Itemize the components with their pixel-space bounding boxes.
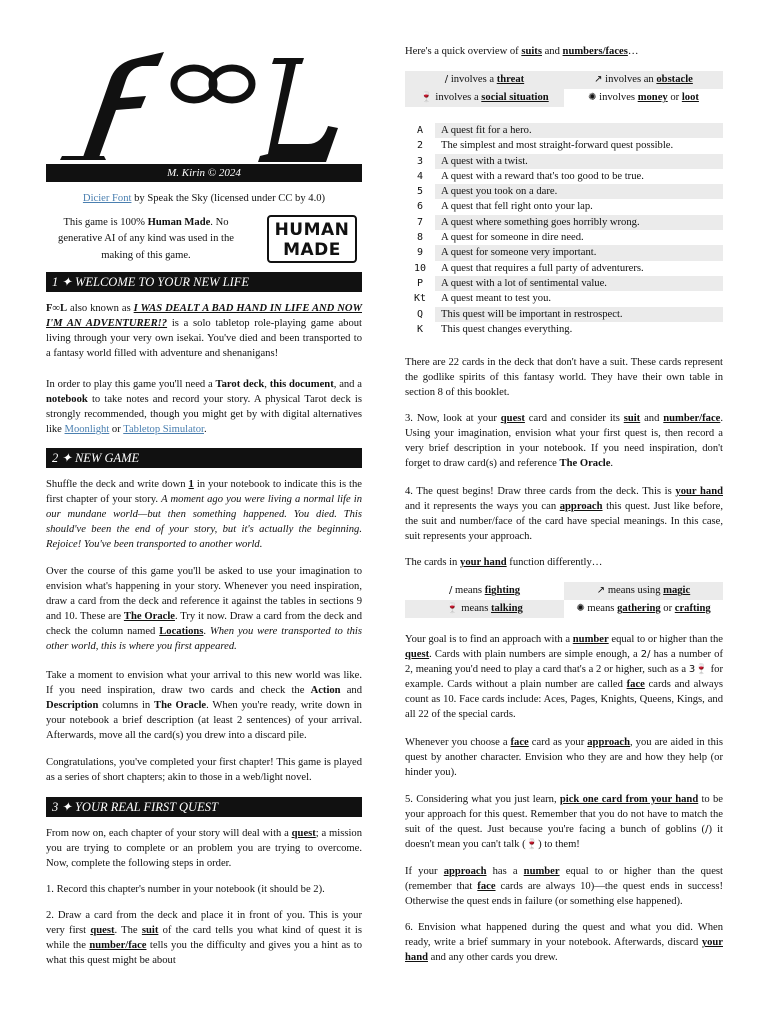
number-row — [405, 154, 723, 169]
fool-logo — [46, 40, 362, 164]
number-row — [405, 291, 723, 306]
number-key: 8 — [416, 232, 424, 244]
number-meaning: A quest you took on a dare. — [435, 184, 723, 199]
author-byline: M. Kirin © 2024 — [46, 164, 362, 182]
number-row — [405, 169, 723, 184]
hand-intro: The cards in your hand function differently… — [405, 557, 603, 568]
quest-step-3: 3. Now, look at your quest card and consider its suit and number/face. Using your imagination, envision what your first quest is, then record a very brief description in your notebook. If you need inspiration, don't forget to draw card(s) and reference The Oracle. — [405, 413, 723, 470]
number-key: 2 — [416, 140, 424, 152]
section-heading-first-quest: 3 ✦ YOUR REAL FIRST QUEST — [46, 797, 362, 817]
number-key: Kt — [413, 293, 427, 305]
number-meaning: A quest where something goes horribly wrong. — [435, 215, 723, 230]
number-meaning: A quest with a reward that's too good to be true. — [441, 170, 644, 182]
hand-suits-table — [405, 582, 723, 618]
section-heading-new-game: 2 ✦ NEW GAME — [46, 448, 362, 468]
number-meaning: A quest with a lot of sentimental value. — [435, 276, 723, 291]
quest-step-4: 4. The quest begins! Draw three cards from the deck. This is your hand and it represents the ways you can approach this quest. Just like before, the suit and number/face of the card have special meanings. In this case, suit represents your approach. — [405, 486, 723, 543]
quest-numbers-table — [405, 123, 723, 337]
quest-step-6: 6. Envision what happened during the quest and what you did. When ready, write a brief summary in your notebook. Afterwards, discard your hand and any other cards you drew. — [405, 922, 723, 964]
new-game-paragraph-4: Congratulations, you've completed your first chapter! This game is played as a series of short chapters; akin to those in a web/light novel. — [46, 757, 362, 784]
overview-intro: Here's a quick overview of suits and numbers/faces… — [405, 46, 639, 57]
new-game-paragraph-1: Shuffle the deck and write down 1 in your notebook to indicate this is the first chapter of your story. A moment ago you were living a normal life in our mundane world—but then something happened. You died. This should've been the end of your story, but it's actually the beginning. Rejoice! You've been transported to another world. — [46, 479, 363, 551]
number-key: A — [416, 125, 424, 136]
human-made-statement: This game is 100% Human Made. No generative AI of any kind was used in the making of this game. — [58, 217, 234, 261]
quest-suits-table — [405, 71, 723, 107]
number-key: 6 — [416, 201, 424, 213]
welcome-paragraph-1: F∞L also known as I WAS DEALT A BAD HAND IN LIFE AND NOW I'M AN ADVENTURER!? is a solo tabletop role-playing game about living through your very own isekai. You've died and been transported to a fantasy world filled with adventure and shenanigans! — [46, 303, 362, 360]
human-made-badge: HUMAN MADE — [267, 215, 357, 263]
staff-suit-icon: ↗ — [594, 74, 603, 86]
number-key: 7 — [416, 216, 424, 228]
number-key: 10 — [413, 262, 427, 274]
number-key: P — [416, 277, 424, 289]
number-meaning: The simplest and most straight-forward quest possible. — [441, 140, 674, 152]
moonlight-link[interactable]: Moonlight — [64, 424, 110, 436]
staff-suit-icon: ↗ — [596, 585, 606, 597]
number-row — [405, 215, 723, 230]
hand-cell-gathering: ✺ means gathering or crafting — [576, 603, 711, 615]
dicier-font-link[interactable]: Dicier Font — [82, 193, 132, 204]
number-row — [405, 184, 723, 199]
suit-cell-threat: / involves a threat — [405, 71, 564, 89]
number-key: 9 — [416, 247, 424, 259]
number-key: 5 — [416, 186, 424, 198]
quest-step-2: 2. Draw a card from the deck and place it in front of you. This is your very first quest. The suit of the card tells you what kind of quest it is while the number/face tells you the difficulty and gives you a hint as to what this quest might be about — [46, 910, 362, 967]
quest-paragraph-1: From now on, each chapter of your story will deal with a quest; a mission you are trying to complete or an problem you are trying to overcome. Now, complete the following steps in order. — [46, 828, 362, 870]
number-row — [405, 199, 723, 214]
number-key: 3 — [416, 155, 424, 167]
number-key: K — [416, 323, 424, 335]
number-meaning: A quest with a twist. — [435, 154, 723, 169]
cup-suit-icon: 🍷 — [420, 92, 433, 104]
number-row — [405, 123, 723, 138]
coin-suit-icon: ✺ — [588, 92, 597, 104]
number-row — [405, 322, 723, 337]
face-card-paragraph: Whenever you choose a face card as your approach, you are aided in this quest by another character. Envision who they are and how they help (or hinder you). — [405, 737, 723, 779]
fool-logo-graphic — [46, 40, 362, 164]
goal-paragraph: Your goal is to find an approach with a number equal to or higher than the quest. Cards with plain numbers are simple enough, a 2/ has a number of 2, meaning you'd need to play a card that's a 2 or higher, such as a 3🍷 for example. Cards without a plain number are called face cards and always count as 10. Face cards include: Aces, Pages, Knights, Queens, Kings, and all 22 of the special cards. — [405, 634, 723, 721]
cup-suit-icon: 🍷 — [446, 603, 459, 615]
font-credit: Dicier Font by Speak the Sky (licensed under CC by 4.0) — [82, 193, 326, 204]
tabletop-simulator-link[interactable]: Tabletop Simulator — [123, 424, 204, 436]
number-row — [405, 230, 723, 245]
new-game-paragraph-3: Take a moment to envision what your arrival to this new world was like. If you need inspiration, draw two cards and check the Action and Description columns in The Oracle. When you're ready, write down in your notebook a brief description (at least 2 sentences) of your arrival. Afterwards, move all the card(s) you drew into a discard pile. — [46, 670, 363, 742]
quest-step-1: 1. Record this chapter's number in your notebook (it should be 2). — [46, 884, 325, 895]
number-row — [405, 276, 723, 291]
number-meaning: A quest meant to test you. — [441, 293, 552, 305]
suit-cell-obstacle: ↗ involves an obstacle — [564, 71, 723, 89]
wand-suit-icon: / — [444, 74, 449, 86]
welcome-paragraph-2: In order to play this game you'll need a Tarot deck, this document, and a notebook to take notes and record your story. A physical Tarot deck is strongly recommended, though you might get by with digital alternatives like Moonlight or Tabletop Simulator. — [46, 379, 362, 436]
hand-cell-fighting: / means fighting — [448, 585, 521, 597]
number-meaning: A quest that requires a full party of adventurers. — [441, 262, 644, 274]
major-arcana-paragraph: There are 22 cards in the deck that don't have a suit. These cards represent the godlike spirits of this fantasy world. They have their own table in section 8 of this booklet. — [405, 357, 723, 399]
coin-suit-icon: ✺ — [576, 603, 585, 615]
number-row — [405, 307, 723, 322]
number-key: Q — [416, 308, 424, 320]
number-row — [405, 138, 723, 153]
number-meaning: This quest will be important in restrospect. — [435, 307, 723, 322]
number-key: 4 — [416, 170, 424, 182]
suit-cell-money: ✺ involves money or loot — [588, 92, 699, 104]
hand-cell-magic: ↗ means using magic — [564, 582, 723, 600]
number-row — [405, 261, 723, 276]
quest-step-5: 5. Considering what you just learn, pick one card from your hand to be your approach for this quest. Remember that you do not have to match the suit of the quest. Just because you're facing a bunch of goblins (/) it doesn't mean you can't talk (🍷) to them! — [405, 794, 723, 851]
outcome-paragraph: If your approach has a number equal to or higher than the quest (remember that face cards are always 10)—the quest ends in success! Otherwise the quest ends in failure (or something else happened). — [405, 866, 723, 908]
number-meaning: A quest for someone in dire need. — [441, 232, 584, 244]
number-meaning: This quest changes everything. — [441, 323, 573, 335]
wand-suit-icon: / — [448, 585, 453, 597]
number-meaning: A quest that fell right onto your lap. — [441, 201, 593, 213]
section-heading-welcome: 1 ✦ WELCOME TO YOUR NEW LIFE — [46, 272, 362, 292]
new-game-paragraph-2: Over the course of this game you'll be asked to use your imagination to envision what's happening in your story. Whenever you need inspiration, draw a card from the deck and reference it against the tables in sections 9 and 10. These are The Oracle. Try it now. Draw a card from the deck and check the column named Locations. When you were transported to this other world, this is where you first appeared. — [46, 566, 363, 653]
number-row — [405, 245, 723, 260]
number-meaning: A quest for someone very important. — [435, 245, 723, 260]
hand-cell-talking: 🍷 means talking — [405, 600, 564, 618]
number-meaning: A quest fit for a hero. — [435, 123, 723, 138]
suit-cell-social: 🍷 involves a social situation — [405, 89, 564, 107]
